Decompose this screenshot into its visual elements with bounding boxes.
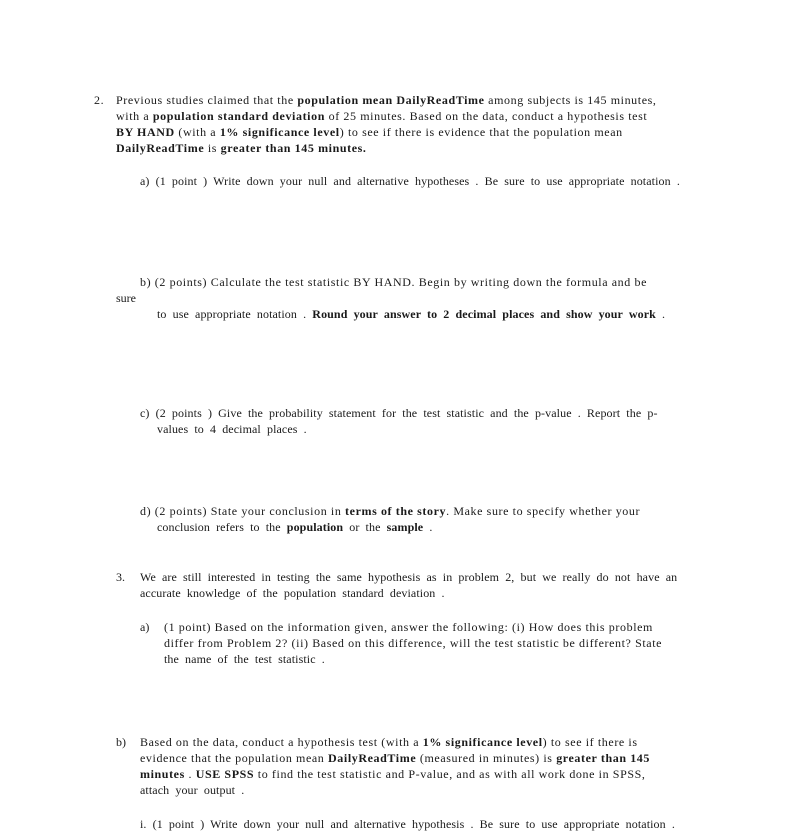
q3-number: 3. <box>116 570 125 584</box>
q2-part-c-line-2: values to 4 decimal places . <box>157 422 307 436</box>
q2-part-d-line-2: conclusion refers to the population or the sample . <box>157 520 433 534</box>
q3-part-b-label: b) <box>116 735 126 749</box>
q2-part-b-line-2: sure <box>116 291 136 305</box>
q2-part-a: a) (1 point ) Write down your null and alternative hypotheses . Be sure to use appropriate notation . <box>140 174 680 188</box>
q3-line-2: accurate knowledge of the population standard deviation . <box>140 586 445 600</box>
q3-line-1: We are still interested in testing the same hypothesis as in problem 2, but we really do not have an <box>140 570 678 584</box>
q2-part-b-line-3: to use appropriate notation . Round your answer to 2 decimal places and show your work . <box>157 307 666 321</box>
q3-part-a-line-1: (1 point) Based on the information given, answer the following: (i) How does this problem <box>164 620 653 634</box>
q3-part-a-line-2: differ from Problem 2? (ii) Based on this difference, will the test statistic be different? State <box>164 636 663 650</box>
q2-line-3: BY HAND (with a 1% significance level) to see if there is evidence that the population mean <box>116 125 623 139</box>
q3-part-b-line-1: Based on the data, conduct a hypothesis test (with a 1% significance level) to see if there is <box>140 735 638 749</box>
q3-part-b-line-4: attach your output . <box>140 783 245 797</box>
q3-part-a-label: a) <box>140 620 150 634</box>
q3-part-a-line-3: the name of the test statistic . <box>164 652 325 666</box>
q2-part-c-line-1: c) (2 points ) Give the probability statement for the test statistic and the p-value . Report the p- <box>140 406 658 420</box>
q2-part-d-line-1: d) (2 points) State your conclusion in terms of the story. Make sure to specify whether your <box>140 504 641 518</box>
q2-number: 2. <box>94 93 105 107</box>
q2-line-1: Previous studies claimed that the population mean DailyReadTime among subjects is 145 minutes, <box>116 93 657 107</box>
q3-part-b-line-2: evidence that the population mean DailyReadTime (measured in minutes) is greater than 145 <box>140 751 650 765</box>
q2-part-b-line-1: b) (2 points) Calculate the test statistic BY HAND. Begin by writing down the formula and be <box>140 275 648 289</box>
q2-line-4: DailyReadTime is greater than 145 minutes. <box>116 141 367 155</box>
q2-line-2: with a population standard deviation of 25 minutes. Based on the data, conduct a hypothesis test <box>116 109 648 123</box>
q3-part-b-line-3: minutes . USE SPSS to find the test statistic and P-value, and as with all work done in SPSS, <box>140 767 646 781</box>
q3-part-b-i: i. (1 point ) Write down your null and alternative hypothesis . Be sure to use appropriate notation . <box>140 817 675 831</box>
